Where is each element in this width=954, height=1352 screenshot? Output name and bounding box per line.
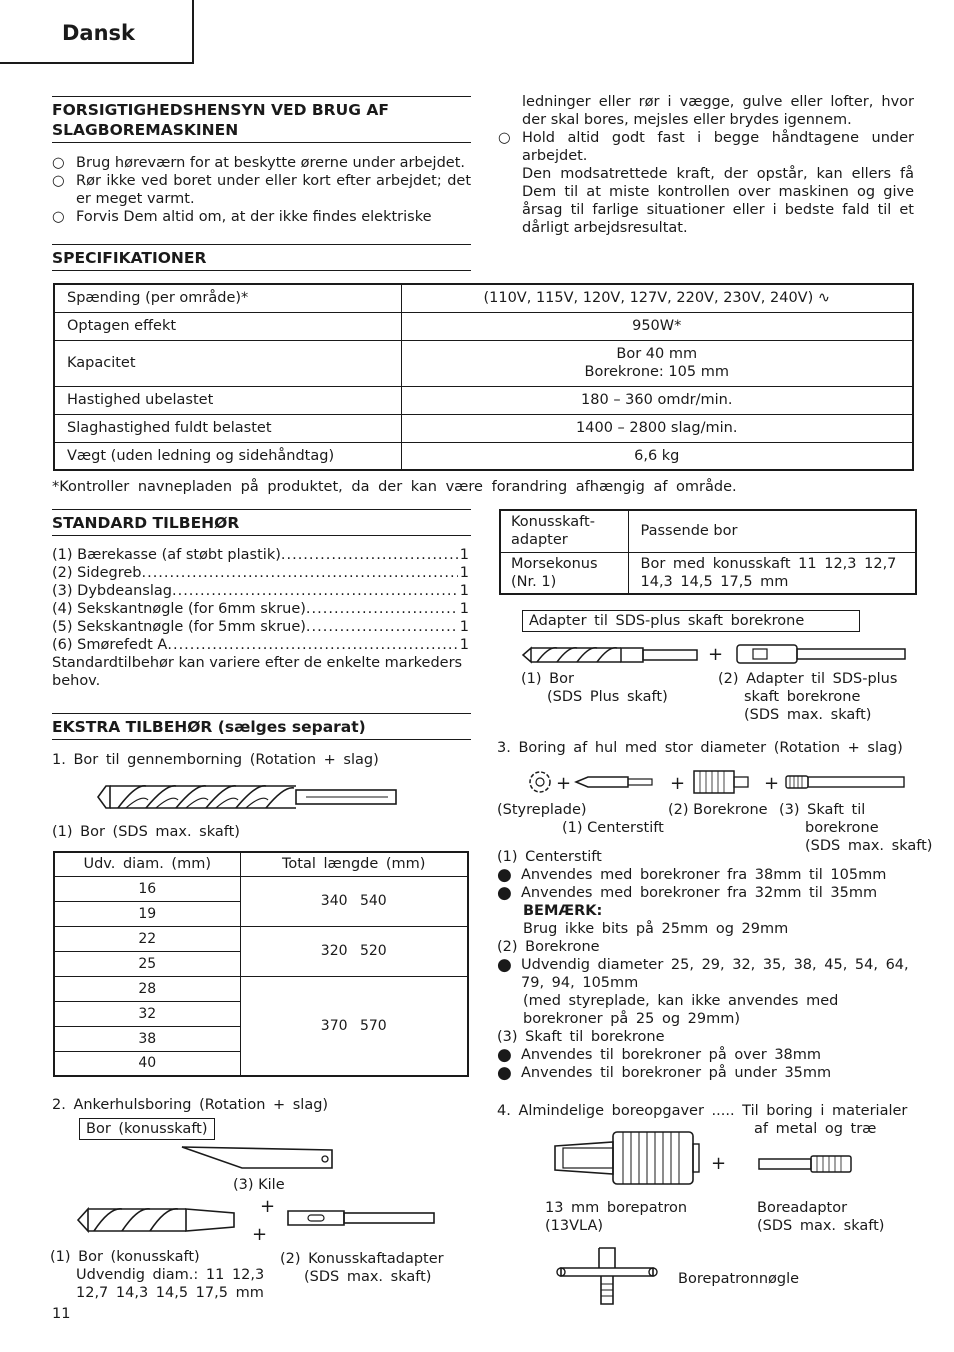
item1-caption: (1) Bor (SDS max. skaft): [52, 824, 240, 840]
plus-sign: +: [260, 1196, 276, 1217]
sds-plus-caption-adapter: (2) Adapter til SDS-plus skaft borekrone (SDS max. skaft): [718, 671, 898, 723]
item3-list: [497, 848, 915, 1082]
core-bit-caption: (2) Borekrone: [668, 802, 768, 818]
sds-plus-bit-illustration: [521, 644, 701, 666]
list-item: ○ Hold altid godt fast i begge håndtagene under arbejdet.: [498, 130, 914, 164]
table-row: Hastighed ubelastet 180 – 360 omdr/min.: [54, 386, 913, 414]
list-item: (2) Borekrone: [497, 939, 600, 955]
svg-text:+: +: [670, 773, 686, 794]
table-row: Vægt (uden ledning og sidehåndtag) 6,6 kg: [54, 442, 913, 470]
standard-accessories-heading: STANDARD TILBEHØR: [52, 509, 471, 536]
item2-caption-bit: (1) Bor (konusskaft) Udvendig diam.: 11 12,3 12,7 14,3 14,5 17,5 mm: [50, 1249, 265, 1301]
table-row: 40: [54, 1051, 468, 1076]
list-item: (1) Bærekasse (af støbt plastik) ..... 1: [52, 546, 469, 564]
table-row: 19: [54, 901, 468, 926]
center-pin-caption: (1) Centerstift: [562, 820, 664, 836]
language-tab: [0, 0, 194, 64]
safety-list-left: [52, 154, 471, 226]
plus-sign: +: [708, 644, 724, 665]
item2-caption-adapter: (2) Konusskaftadapter (SDS max. skaft): [280, 1251, 444, 1285]
list-item: (3) Skaft til borekrone: [497, 1029, 665, 1045]
list-item: (2) Sidegreb ..... 1: [52, 564, 469, 582]
table-row: Morsekonus (Nr. 1) Bor med konusskaft 11 12,3 12,7 14,3 14,5 17,5 mm: [500, 552, 916, 594]
list-item: ○ Rør ikke ved boret under eller kort efter arbejdet; det er meget varmt.: [52, 173, 471, 207]
list-item: ● Anvendes med borekroner fra 32mm til 35mm: [497, 883, 878, 903]
list-item: (6) Smørefedt A ..... 1: [52, 636, 469, 654]
table-row: 25: [54, 951, 468, 976]
core-bit-assembly-illustration: [528, 768, 908, 798]
wedge-caption: (3) Kile: [233, 1177, 285, 1193]
list-item: (med styreplade, kan ikke anvendes med borekroner på 25 og 29mm): [523, 993, 839, 1027]
page-number: 11: [52, 1306, 71, 1322]
table-row: 38: [54, 1026, 468, 1051]
svg-text:+: +: [556, 773, 572, 794]
table-row: 16 340 540: [54, 876, 468, 901]
chuck-caption: 13 mm borepatron (13VLA): [545, 1200, 688, 1234]
plus-sign: +: [711, 1153, 727, 1174]
spec-footnote: *Kontroller navnepladen på produktet, da der kan være forandring afhængig af område.: [52, 479, 737, 495]
plus-sign: +: [252, 1224, 268, 1245]
item2-label-box: Bor (konusskaft): [79, 1118, 215, 1140]
ac-icon: ∿: [817, 290, 831, 307]
list-item: (3) Dybdeanslag ..... 1: [52, 582, 469, 600]
item4-title: 4. Almindelige boreopgaver ..... Til boring i materialer af metal og træ: [497, 1103, 908, 1137]
standard-accessories-note: Standardtilbehør kan variere efter de enkelte markeders behov.: [52, 655, 463, 689]
table-row: Kapacitet Bor 40 mm Borekrone: 105 mm: [54, 340, 913, 386]
taper-drill-bit-illustration: [76, 1205, 238, 1235]
safety-list-right: ledninger eller rør i vægge, gulve eller lofter, hvor der skal bores, mejsles eller brydes igennem. ○ Hold altid godt fast i begge håndtagene under arbejdet. Den modsatrettede kraft, der opstår, kan ellers få Dem til at miste kontrollen over maskinen og give årsag til farlige situationer eller i bedste fald til et dårligt arbejdsresultat.: [498, 94, 914, 236]
taper-table: [499, 509, 917, 595]
adaptor-caption: Boreadaptor (SDS max. skaft): [757, 1200, 885, 1234]
safety-heading: FORSIGTIGHEDSHENSYN VED BRUG AF SLAGBOREMASKINEN: [52, 96, 471, 143]
bit-size-table: [53, 851, 469, 1077]
list-item: (4) Sekskantnøgle (for 6mm skrue) ..... 1: [52, 600, 469, 618]
list-item: ● Anvendes til borekroner på under 35mm: [497, 1063, 832, 1083]
item3-title: 3. Boring af hul med stor diameter (Rotation + slag): [497, 740, 903, 756]
list-item: ● Udvendig diameter 25, 29, 32, 35, 38, 45, 54, 64, 79, 94, 105mm: [497, 955, 909, 991]
standard-accessories-list: [52, 546, 469, 690]
shank-caption: (3) Skaft til borekrone (SDS max. skaft): [779, 802, 933, 854]
list-item: (1) Centerstift: [497, 849, 602, 865]
drill-chuck-illustration: [553, 1130, 703, 1186]
sds-plus-adapter-illustration: [735, 642, 910, 666]
wedge-illustration: [180, 1144, 335, 1170]
drill-adaptor-illustration: [757, 1154, 855, 1174]
item2-title: 2. Ankerhulsboring (Rotation + slag): [52, 1097, 329, 1113]
table-row: 32: [54, 1001, 468, 1026]
list-item: ○ Forvis Dem altid om, at der ikke findes elektriske: [52, 209, 432, 225]
list-item: ● Anvendes til borekroner på over 38mm: [497, 1045, 822, 1065]
table-row: Konusskaft-adapter Passende bor: [500, 510, 916, 552]
guide-plate-caption: (Styreplade): [497, 802, 587, 818]
list-item: ○ Brug høreværn for at beskytte ørerne under arbejdet.: [52, 155, 465, 171]
optional-accessories-heading: EKSTRA TILBEHØR (sælges separat): [52, 713, 471, 740]
sds-plus-caption-bit: (1) Bor (SDS Plus skaft): [521, 671, 668, 705]
taper-adapter-illustration: [286, 1207, 438, 1229]
language-label: Dansk: [62, 21, 136, 45]
table-row: 28 370 570: [54, 976, 468, 1001]
list-item: BEMÆRK:: [523, 903, 603, 919]
svg-text:+: +: [764, 773, 780, 794]
sds-plus-label-box: Adapter til SDS-plus skaft borekrone: [522, 610, 860, 632]
spec-heading: SPECIFIKATIONER: [52, 244, 471, 271]
table-row: Spænding (per område)* (110V, 115V, 120V, 127V, 220V, 230V, 240V) ∿: [54, 284, 913, 312]
table-row: Slaghastighed fuldt belastet 1400 – 2800 slag/min.: [54, 414, 913, 442]
list-item: Brug ikke bits på 25mm og 29mm: [523, 921, 789, 937]
list-item: ● Anvendes med borekroner fra 38mm til 105mm: [497, 865, 887, 885]
spec-table: [53, 283, 914, 471]
table-row: Udv. diam. (mm) Total længde (mm): [54, 852, 468, 876]
table-row: Optagen effekt 950W*: [54, 312, 913, 340]
chuck-key-illustration: [557, 1246, 657, 1308]
chuck-key-caption: Borepatronnøgle: [678, 1271, 800, 1287]
list-item: (5) Sekskantnøgle (for 5mm skrue) ..... 1: [52, 618, 469, 636]
table-row: 22 320 520: [54, 926, 468, 951]
item1-title: 1. Bor til gennemborning (Rotation + slag): [52, 752, 379, 768]
sds-max-drill-bit-illustration: [96, 780, 401, 814]
